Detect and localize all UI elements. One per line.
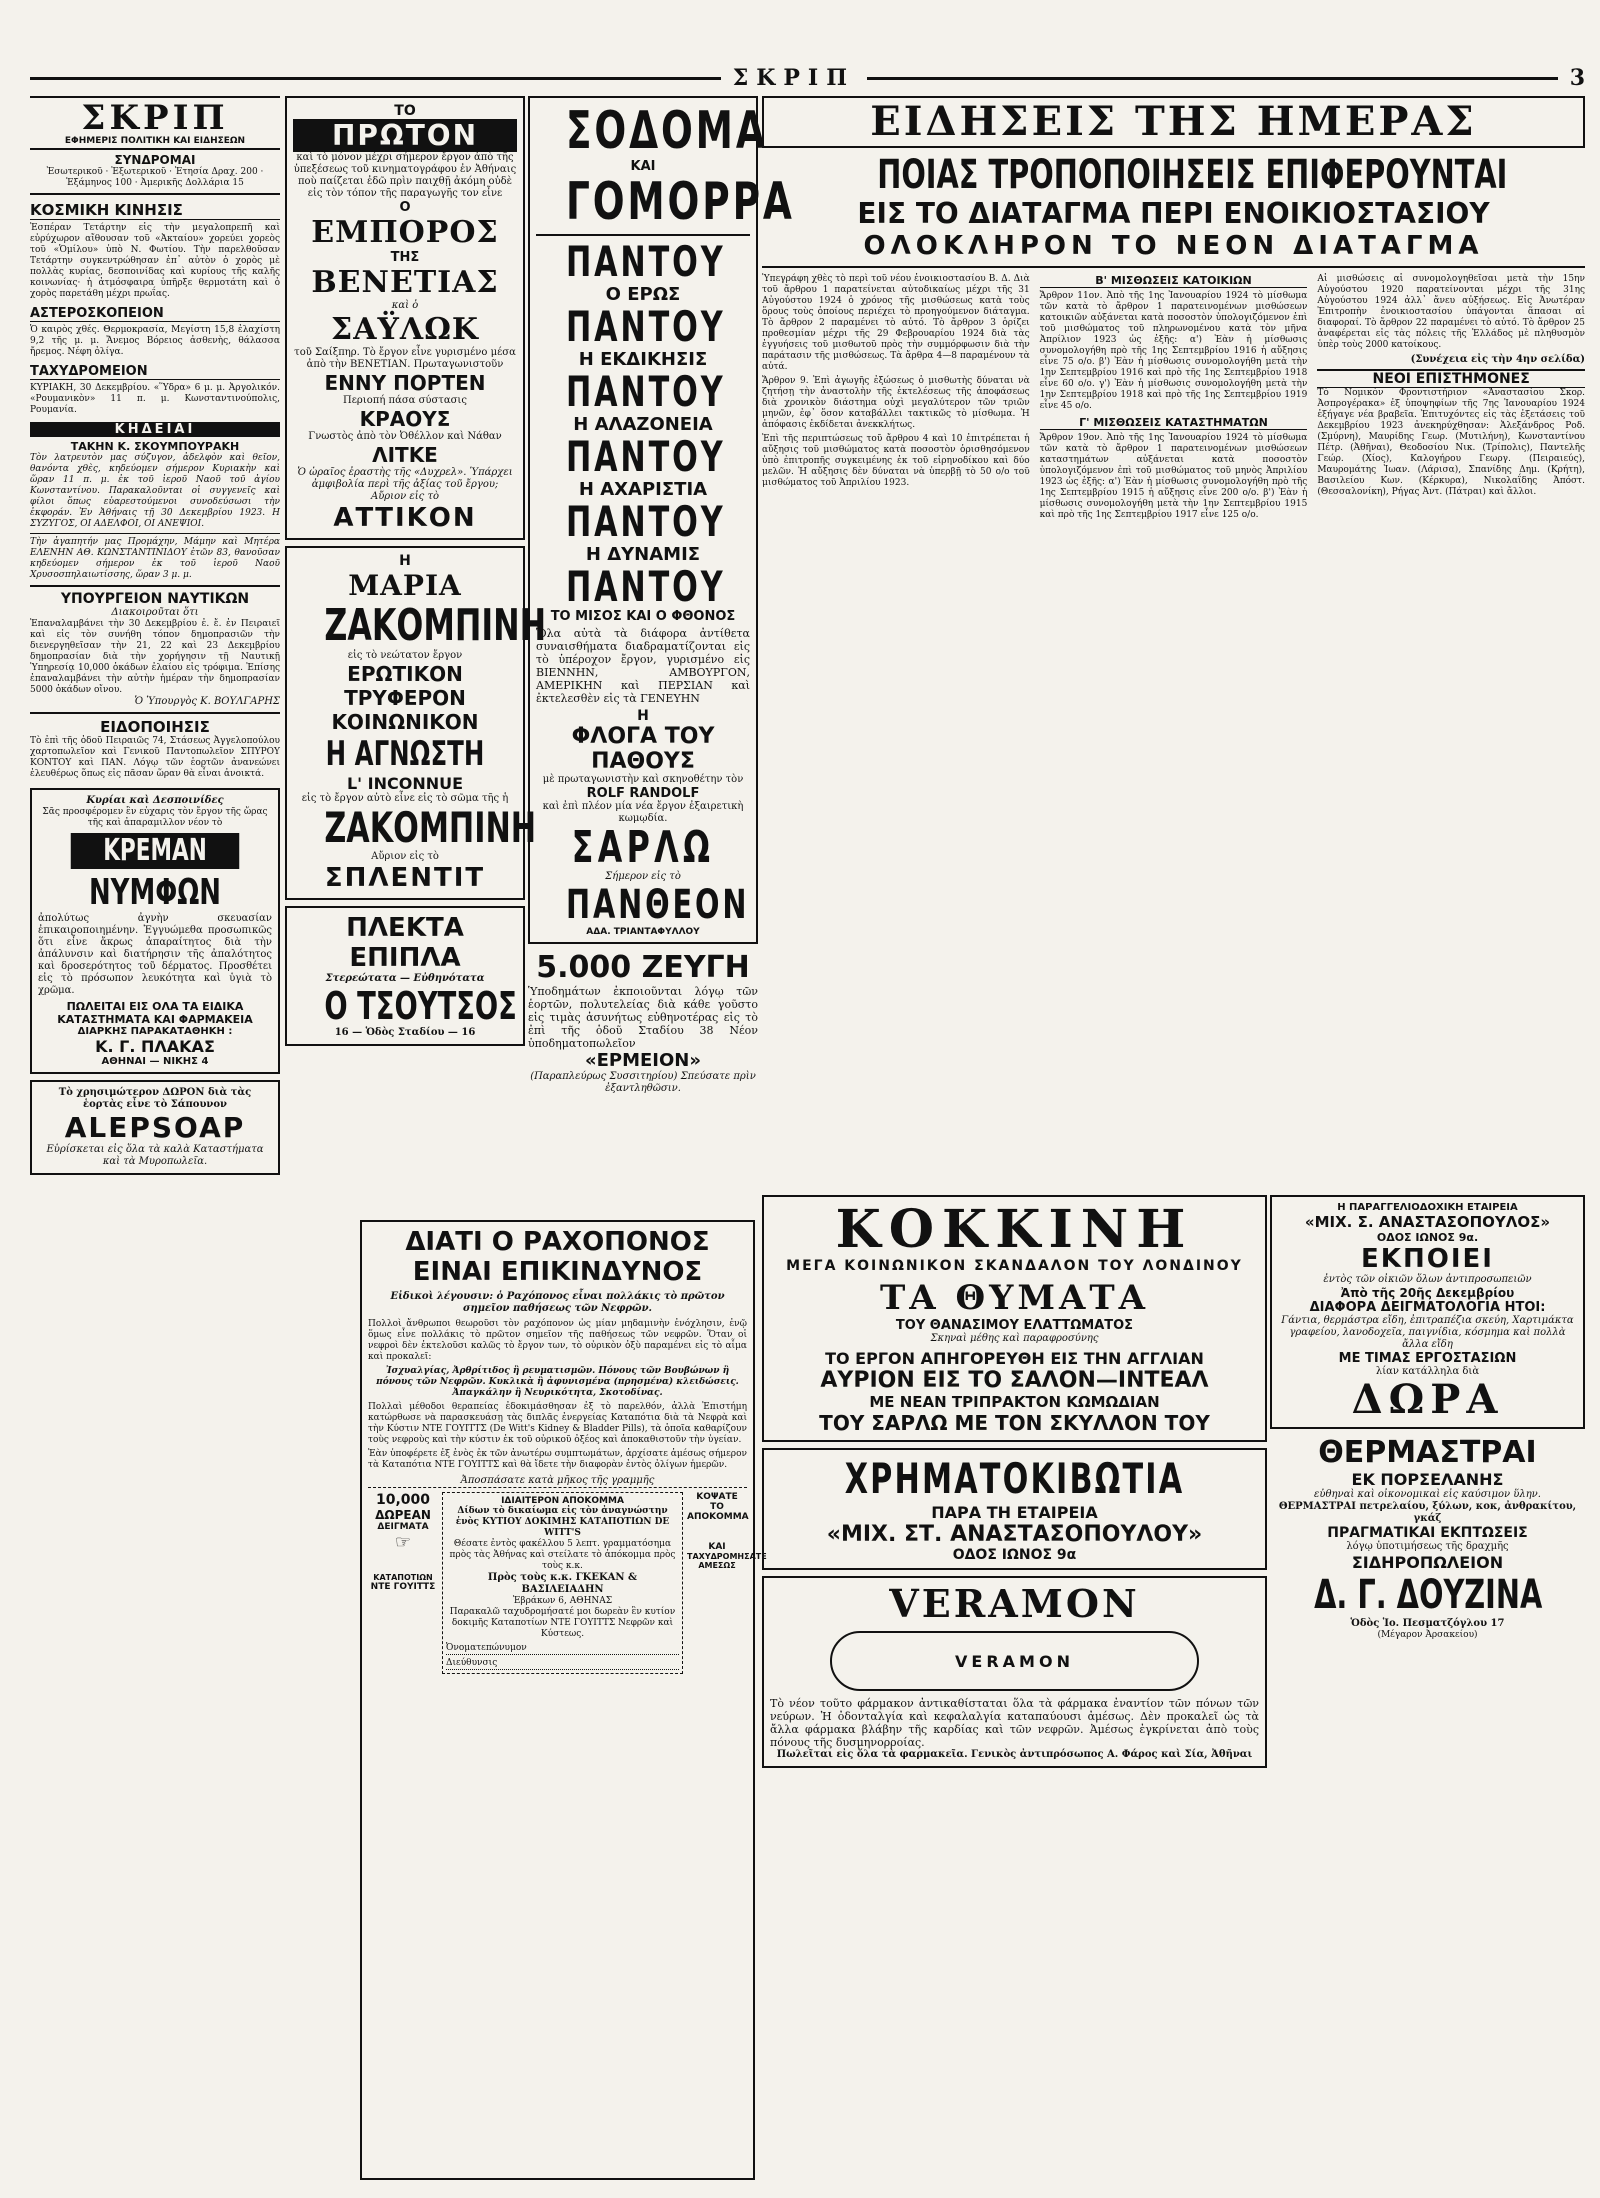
coupon-address: Ἑβράκων 6, ΑΘΗΝΑΣ [512,1596,613,1606]
agnosti-ad [285,546,547,900]
masthead-bar [30,60,1585,96]
backpain-title-2: ΕΙΝΑΙ ΕΠΙΚΙΝΔΥΝΟΣ [412,1257,703,1287]
article-text-6: Αἱ μισθώσεις αἱ συνομολογηθεῖσαι μετὰ τὴν 15ην Αὐγούστου 1920 παρατείνονται μέχρι τῆς 31ης Αὐγούστου 1924 ἀλλ᾽ ἄνευ αὐξήσεως. Εἰς Ἀνωτέραν Ἐπιτροπὴν ἐνοικιοστασίου ὑπάγονται ἅπασαι αἱ διαφοραί. Τὸ ἄρθρον 22 παραμένει τὸ αὐτό. Τὸ ἄρθρον 25 ἀναφέρεται εἰς τὰς πόλεις τῆς Ἑλλάδος μὲ πληθυσμὸν ὑπὲρ τοὺς 2000 κατοίκους. [1317,274,1586,350]
first-title: ΠΡΩΤΟΝ [293,119,517,152]
stove-subtitle: ΕΚ ΠΟΡΣΕΛΑΝΗΣ [1351,1470,1504,1489]
headline-3: ΟΛΟΚΛΗΡΟΝ ΤΟ ΝΕΟΝ ΔΙΑΤΑΓΜΑ [762,230,1585,268]
stove-text: εὐθηναὶ καὶ οἰκονομικαὶ εἰς καύσιμον ὕλην. [1314,1489,1541,1500]
actor1-text: Γνωστὸς ἀπὸ τὸν Ὀθέλλον καὶ Νάθαν [308,431,502,442]
pantou-1: ΠΑΝΤΟΥ [565,237,726,286]
notice-text: Τὸ ἐπὶ τῆς ὁδοῦ Πειραιῶς 74, Στάσεως Ἀγγελοπούλου χαρτοπωλεῖον καὶ Γενικοῦ Παντοπωλεῖον ΣΠΥΡΟΥ ΚΟΝΤΟΥ καὶ ΠΑΝ. Λόγῳ τῶν ἑορτῶν ἀνανεώνει ἐλευθέρως ὅπως εἰς πᾶσαν ὥραν θὰ εἶναι ἀνοικτά. [30,736,280,779]
navy-title: ΥΠΟΥΡΓΕΙΟΝ ΝΑΥΤΙΚΩΝ [60,591,250,607]
cream-top: Κυρίαι καὶ Δεσποινίδες [86,795,224,806]
shop-text: ἐντὸς τῶν οἰκιῶν ὅλων ἀντιπροσωπειῶν [1323,1274,1532,1285]
coupon-agent: Πρὸς τοὺς κ.κ. ΓΚΕΚΑΝ & ΒΑΣΙΛΕΙΑΔΗΝ [487,1572,638,1595]
soap-top: Τὸ χρησιμώτερον ΔΩΡΟΝ διὰ τὰς ἑορτὰς εἶνε τὸ Σάπουνον [58,1087,252,1110]
veramon-ad [762,1576,1267,1768]
paper-tagline: ΕΦΗΜΕΡΙΣ ΠΟΛΙΤΙΚΗ ΚΑΙ ΕΙΔΗΣΕΩΝ [64,136,246,146]
kokkini-charlot: ΤΟΥ ΣΑΡΛΩ ΜΕ ΤΟΝ ΣΚΥΛΛΟΝ ΤΟΥ [819,1411,1210,1435]
first-text: καὶ τὸ μόνον μέχρι σήμερον ἔργον ἀπὸ τῆς ὑπεξέσεως τοῦ κινηματογράφου ἐν Ἀθήναις ποὺ παίζεται ἐδῶ πρὶν παιχθῇ ἀκόμη οὐδὲ εἰς τὸν τόπον τῆς παραγωγῆς τον εἶνε [293,152,517,199]
zakompini-title: ΖΑΚΟΜΠΙΝΗ [324,600,547,651]
zakompini-text-2: εἰς τὸ ἔργον αὐτὸ εἶνε εἰς τὸ σῶμα τῆς ἡ [301,793,509,804]
first-intro: ΤΟ [394,103,416,119]
backpain-symptoms: Ἰσχυαλγίας, Ἀρθρίτιδος ἢ ρευματισμῶν. Πόνους τῶν Βουβώνων ἢ πόνους τῶν Νεφρῶν. Κυκλικὰ ἢ ἀφυνισμένα (πρησμένα) κλειδώσεις. Ἀπαγκάλην ἢ Νευρικότητα, Σκοτοδίνας. [376,1366,739,1398]
stove-address-2: (Μέγαρον Ἀρσακείου) [1377,1630,1478,1640]
subsection-shops: Γ' ΜΙΣΘΩΣΕΙΣ ΚΑΤΑΣΤΗΜΑΤΩΝ [1040,416,1308,430]
pantou-line-1: Ο ΕΡΩΣ [605,284,681,305]
masthead-rule-right [867,77,1558,80]
cream-text-2: ἀπολύτως ἀγνὴν σκευασίαν ἐπικαιροποιημένην. Ἐγγυώμεθα προσωπικῶς ὅτι εἶνε ἄκρως ἀπαραίτητος διὰ τὴν ἀπάλυνσιν καὶ διατήρησιν τῆς ἀπαλότητος καὶ δροσερότητος τοῦ δέρματος. Προσθέτει εἰς τὸ πρόσωπον λευκότητα καὶ ὑγιὰ τὸ χρῶμα. [38,913,272,996]
stove-address: Ὁδὸς Ἱο. Πεσματζόγλου 17 [1350,1618,1505,1629]
kokkini-ad [762,1195,1267,1442]
knit-address: 16 — Ὁδὸς Σταδίου — 16 [334,1027,476,1038]
kokkini-subtitle: ΜΕΓΑ ΚΟΙΝΩΝΙΚΟΝ ΣΚΑΝΔΑΛΟΝ ΤΟΥ ΛΟΝΔΙΝΟΥ [786,1258,1243,1274]
article-text-4: Ἄρθρον 11ον. Ἀπὸ τῆς 1ης Ἰανουαρίου 1924 τὸ μίσθωμα τῶν κατὰ τὸ ἄρθρον 1 παρατεινομένων μισθώσεων κατοικιῶν αὐξάνεται κατὰ ποσοστὸν ὑπολογιζόμενον ἐπὶ τοῦ μισθώματος τοῦ πληρωνομένου κατὰ τὸν μῆνα Ἀπρίλιον 1923 ὡς ἑξῆς: α') Ἐὰν ἡ μίσθωσις συνομολογήθη πρὸ τῆς 1ης Σεπτεμβρίου 1916 ἡ αὔξησις εἶνε 75 ο/ο. β') Ἐὰν ἡ μίσθωσις συνομολογήθη μετὰ τὴν 1ην Σεπτεμβρίου 1916 καὶ πρὸ τῆς 1ης Σεπτεμβρίου 1918 εἶνε 60 ο/ο. γ') Ἐὰν ἡ μίσθωσις συνομολογήθη μετὰ τὴν 1ην Σεπτεμβρίου 1918 καὶ πρὸ τῆς 1ης Σεπτεμβρίου 1919 εἶνε 45 ο/ο. [1039,291,1308,411]
column-1 [30,96,280,2186]
pantou-line-5: Η ΔΥΝΑΜΙΣ [585,544,701,565]
pantou-3: ΠΑΝΤΟΥ [565,367,726,416]
cream-ad [30,788,280,1074]
o-label: Ο [399,200,411,215]
cream-text: Σᾶς προσφέρομεν ἓν εὐχαρις τὸν ἔργον τῆς ὥρας τῆς καὶ ἀπαραμιλλον νέον τὸ [42,807,268,828]
navy-signature: Ὁ Ὑπουργὸς Κ. ΒΟΥΛΓΑΡΗΣ [134,696,280,707]
sodom-gomorrah-ad [528,96,795,944]
shop-items: Γάντια, θερμάστρα εἴδη, ἐπιτραπέζια σκεύη, Χαρτιμάκτα γραφείου, λανοδοχεῖα, παιγνίδια, κόσμημα καὶ πολλὰ ἄλλα εἴδη [1281,1315,1574,1350]
shop-text: (Παραπλεύρως Συσσιτηρίου) Σπεύσατε πρὶν ἐξαντληθῶσιν. [530,1071,756,1094]
gomorrah-title: ΓΟΜΟΡΡΑ [565,172,795,232]
shop-name: «ΕΡΜΕΙΟΝ» [584,1050,701,1071]
pairs-title: 5.000 ΖΕΥΓΗ [536,950,750,985]
free-qty: 10,000 [375,1492,431,1508]
sodom-desc: Ὅλα αὐτὰ τὰ διάφορα ἀντίθετα συναισθήματα διαδραματίζονται εἰς τὸ ὑπέροχον ἔργον, γυρισμένο εἰς ΒΙΕΝΝΗΝ, ΑΜΒΟΥΡΓΟΝ, ΑΜΕΡΙΚΗΝ καὶ ΠΕΡΣΙΑΝ καὶ ἐκτελεσθὲν εἰς τὰ ΓΕΝΕΥΗΝ [536,627,750,705]
funeral-text: Τὸν λατρευτὸν μας σύζυγον, ἀδελφὸν καὶ θεῖον, θανόντα χθὲς, κηδεύομεν σήμερον Κυριακὴν καὶ ὥραν 11 π. μ. ἐκ τοῦ ἱεροῦ Ναοῦ τοῦ ἁγίου Κωνσταντίνου. Παρακαλοῦνται οἱ συγγενεῖς καὶ φίλοι ὅπως εὐαρεστούμενοι συνοδεύσωσι τὴν ἐκφοράν. Ἐν Ἀθήναις τῇ 30 Δεκεμβρίου 1923. Η ΣΥΖΥΓΟΣ, ΟΙ ΑΔΕΛΦΟΙ, ΟΙ ΑΝΕΨΙΟΙ. [30,453,280,529]
cut-label-3: ΑΠΟΚΟΜΜΑ [687,1512,749,1522]
headline-2: ΕΙΣ ΤΟ ΔΙΑΤΑΓΜΑ ΠΕΡΙ ΕΝΟΙΚΙΟΣΤΑΣΙΟΥ [857,197,1490,230]
masthead-title: ΣΚΡΙΠ [732,65,855,91]
subsection-dwellings: Β' ΜΙΣΘΩΣΕΙΣ ΚΑΤΟΙΚΙΩΝ [1040,274,1308,288]
pantou-2: ΠΑΝΤΟΥ [565,302,726,351]
free-samples [368,1492,438,1674]
backpain-body-2: Πολλαὶ μέθοδοι θεραπείας ἐδοκιμάσθησαν ἐξ τὸ παρελθόν, ἀλλὰ Ἐπιστήμη κατώρθωσε νὰ παρασκευάσῃ τὰς διπλᾶς ἐνεργείας Καταπότια διὰ τὰ Νεφρὰ καὶ τὴν Κύστιν ΝΤΕ ΓΟΥΙΤΤΣ (De Witt's Kidney & Bladder Pills), τὰ ὁποῖα καθαρίζουν τοὺς νεφροὺς καὶ τὴν κύστιν ἐκ τοῦ οὐρικοῦ ὀξέος καὶ ἀποκαθιστοῦν τὴν ὑγείαν. [368,1402,747,1445]
cream-name-1: ΚΡΕΜΑΝ [71,833,239,869]
stove-name: Δ. Γ. ΔΟΥΖΙΝΑ [1314,1572,1543,1618]
pairs-text: Ὑποδημάτων ἐκποιοῦνται λόγῳ τῶν ἑορτῶν, πολυτελείας διὰ κάθε γοῦστο εἰς τιμὰς ἀσυνήτως εὐθηνοτέρας εἰς τὸ ἐπὶ τῆς ὁδοῦ Σταδίου 38 Νέον ὑποδηματοπωλεῖον [528,985,758,1050]
shop-sell: ΕΚΠΟΙΕΙ [1361,1244,1494,1274]
coupon-text: Δίδων τὸ δικαίωμα εἰς τὸν ἀναγνώστην ἑνὸς ΚΥΤΙΟΥ ΔΟΚΙΜΗΣ ΚΑΤΑΠΟΤΙΩΝ DE WITT'S [455,1506,670,1538]
kokkini-title: ΚΟΚΚΙΝΗ [835,1199,1194,1260]
h-label: Η [399,553,411,569]
zakompini-text: εἰς τὸ νεώτατον ἔργον [347,650,463,661]
divider [30,193,280,195]
continue-note: (Συνέχεια εἰς τὴν 4ην σελίδα) [1410,354,1586,365]
cream-name-2: ΝΥΜΦΩΝ [88,872,222,913]
post-title: ΤΑΧΥΔΡΟΜΕΙΟΝ [30,364,280,380]
free-sub: ΔΕΙΓΜΑΤΑ [377,1522,429,1532]
navy-subtitle: Διακοιροῦται ὅτι [111,607,199,618]
pantou-4: ΠΑΝΤΟΥ [565,432,726,481]
star-text: μὲ πρωταγωνιστὴν καὶ σκηνοθέτην τὸν [542,774,744,785]
shop-name: «ΜΙΧ. Σ. ΑΝΑΣΤΑΣΟΠΟΥΛΟΣ» [1304,1213,1551,1231]
shylock-text: τοῦ Σαίξπηρ. Τὸ ἔργον εἶνε γυρισμένο μέσα ἀπὸ τὴν ΒΕΝΕΤΙΑΝ. Πρωταγωνιστοῦν [294,347,516,370]
divider [30,585,280,587]
observatory-title: ΑΣΤΕΡΟΣΚΟΠΕΙΟΝ [30,306,280,322]
actress-name: ΕΝΝΥ ΠΟΡΤΕΝ [324,371,486,395]
free-word: ΔΩΡΕΑΝ [375,1508,431,1522]
pantou-line-4: Η ΑΧΑΡΙΣΤΙΑ [578,479,708,500]
shop-head: Η ΠΑΡΑΓΓΕΛΙΟΔΟΧΙΚΗ ΕΤΑΙΡΕΙΑ [1337,1202,1518,1213]
and-label: καὶ ὁ [391,300,419,311]
veramon-sell: Πωλεῖται εἰς ὅλα τὰ φαρμακεῖα. Γενικὸς ἀντιπρόσωπος Α. Φάρος καὶ Σία, Ἀθῆναι [776,1749,1253,1760]
veramon-text: Τὸ νέον τοῦτο φάρμακον ἀντικαθίσταται ὅλα τὰ φάρμακα ἐναντίον τῶν πόνων τῶν νεύρων. Ἡ ὀδονταλγία καὶ κεφαλαλγία καταπαύουσι ἀμέσως. Δὲν προκαλεῖ ὡς τὰ ἄλλα φάρμακα βλάβην τῆς καρδίας καὶ τῶν νεφρῶν. Ἀμέσως ἐγκρίνεται ἀπὸ τοὺς πόνους τῆς δυσμηνορροίας. [770,1697,1259,1749]
masthead-rule-left [30,77,721,80]
column-3 [528,96,795,1206]
star-name: ROLF RANDOLF [586,786,700,801]
actor2-name: ΛΙΤΚΕ [372,443,438,467]
article-columns [762,274,1585,521]
kokkini-vice: ΤΟΥ ΘΑΝΑΣΙΜΟΥ ΕΛΑΤΤΩΜΑΤΟΣ [895,1318,1134,1333]
backpain-box [360,1220,767,2180]
post-text: ΚΥΡΙΑΚΗ, 30 Δεκεμβρίου. «Ὕδρα» 6 μ. μ. Ἀργολικόν. «Ρουμανικὸν» 11 π. μ. Κωνσταντινούπολις, Ρουμανία. [30,383,280,415]
knit-name: Ο ΤΣΟΥΤΣΟΣ [324,984,517,1028]
venice-title: ΒΕΝΕΤΙΑΣ [311,265,499,300]
pill-name: ΚΑΤΑΠΟΤΙΩΝ [373,1573,433,1582]
coupon-field-address[interactable]: Διεύθυνσις [446,1658,679,1670]
shoes-ad [528,950,758,1095]
article-text-2: Ἄρθρον 9. Ἐπὶ ἀγωγῆς ἐξώσεως ὁ μισθωτὴς δύναται νὰ ζητήσῃ τὴν ἀναστολὴν τῆς ἐκτελέσεως τῆς ἀποφάσεως διὰ χρονικὸν διάστημα οὐχὶ μεγαλύτερον τῶν τριῶν μηνῶν, ἐφ᾽ ὅσον καταβάλλει τακτικῶς τὸ μίσθωμα. Ἡ ἀπόφασις ἐκδίδεται ἀνεκκλήτως. [762,376,1030,430]
kokkini-victims: ΤΑ ΘΥΜΑΤΑ [879,1278,1150,1318]
coupon-field-name[interactable]: Ὀνοματεπώνυμον [446,1643,679,1655]
divider [536,234,750,236]
stoves-ad [1270,1435,1585,1641]
koinonikon-label: ΚΟΙΝΩΝΙΚΟΝ [331,710,479,734]
veramon-tablet-label: VERAMON [955,1651,1074,1671]
pantou-6: ΠΑΝΤΟΥ [565,562,726,611]
cream-sell: ΠΩΛΕΙΤΑΙ ΕΙΣ ΟΛΑ ΤΑ ΕΙΔΙΚΑ ΚΑΤΑΣΤΗΜΑΤΑ ΚΑΙ ΦΑΡΜΑΚΕΙΑ [57,1000,253,1026]
funerals-title: ΚΗΔΕΙΑΙ [30,422,280,437]
soap-bottom: Εὑρίσκεται εἰς ὅλα τὰ καλὰ Καταστήματα καὶ τὰ Μυροπωλεῖα. [46,1144,264,1167]
cream-deposit-name: Κ. Γ. ΠΛΑΚΑΣ [95,1037,215,1056]
safes-name: «ΜΙΧ. ΣΤ. ΑΝΑΣΤΑΣΟΠΟΥΛΟΥ» [826,1522,1203,1547]
soap-name: ALEPSOAP [64,1111,246,1144]
subscriptions-text: Ἐσωτερικοῦ · Ἐξωτερικοῦ · Ἐτησία Δραχ. 200 · Ἑξάμηνος 100 · Ἀμερικῆς Δολλάρια 15 [46,167,264,188]
of-label: ΤΗΣ [390,250,420,265]
page-number: 3 [1569,65,1586,91]
notice-title: ΕΙΔΟΠΟΙΗΣΙΣ [100,718,210,736]
subscriptions-title: ΣΥΝΔΡΟΜΑΙ [114,153,196,167]
pill-brand: ΝΤΕ ΓΟΥΙΤΤΣ [370,1582,436,1592]
today-label: Σήμερον εἰς τὸ [605,871,681,882]
funeral-text-2: Τὴν ἀγαπητήν μας Προμάχην, Μάμην καὶ Μητέρα ΕΛΕΝΗΝ ΑΘ. ΚΩΝΣΤΑΝΤΙΝΙΔΟΥ ἐτῶν 83, θανοῦσαν κηδεύομεν σήμερον ἐκ τοῦ ἱεροῦ Ναοῦ Χρυσοσπηλαιωτίσσης, ὥραν 3 μ. μ. [30,537,280,580]
article-col-2 [1040,274,1308,521]
column-4-lower [762,1195,1267,2180]
cream-deposit: ΔΙΑΡΚΗΣ ΠΑΡΑΚΑΤΑΘΗΚΗ : [77,1026,233,1037]
kokkini-scenes: Σκηναὶ μέθης καὶ παραφροσύνης [930,1333,1099,1344]
backpain-body-3: Ἐὰν ὑποφέρετε ἐξ ἑνὸς ἐκ τῶν ἀνωτέρω συμπτωμάτων, ἀρχίσατε ἀμέσως σήμερον τὰ Καταπότια ΝΤΕ ΓΟΥΙΤΤΣ καὶ θὰ ἴδετε τὴν διαφορὰν ἐντὸς ὀλίγων ἡμερῶν. [368,1449,747,1470]
funeral-name: ΤΑΚΗΝ Κ. ΣΚΟΥΜΠΟΥΡΑΚΗ [70,440,240,453]
section-header [762,96,1585,148]
kokkini-banned: ΤΟ ΕΡΓΟΝ ΑΠΗΓΟΡΕΥΘΗ ΕΙΣ ΤΗΝ ΑΓΓΛΙΑΝ [825,1349,1204,1368]
shop-date: Ἀπὸ τῆς 20ῆς Δεκεμβρίου [1340,1286,1515,1300]
soap-ad [30,1080,280,1175]
stove-text-3: λόγῳ ὑποτιμήσεως τῆς δραχμῆς [1346,1541,1509,1552]
pantheon-address: ΑΔΑ. ΤΡΙΑΝΤΑΦΥΛΛΟΥ [586,927,700,937]
cream-deposit-address: ΑΘΗΝΑΙ — ΝΙΚΗΣ 4 [101,1056,209,1067]
students-text: Τὸ Νομικὸν Φροντιστήριον «Ἀναστασίου Σκορ. Ἀσπρογέρακα» ἐξ ὑποψηφίων τῆς 7ης Ἰανουαρίου 1924 ἐξήγαγε νέα βραβεῖα. Ἐπιτυχόντες εἰς τὰς ἐξετάσεις τοῦ Δεκεμβρίου 1923 ἀνεκηρύχθησαν: Ἀλεξάνδρος Ροδ. (Σμύρνη), Μαυρίδης Γεωρ. (Μυτιλήνη), Κωνσταντίνου Πέτρ. (Ἀθῆναι), Θεοδοσίου Νικ. (Τρίπολις), Παντελῆς Γεώρ. (Χίος), Καλογήρου Γεωργ. (Πειραιεύς), Μαυρομάτης Ἰωαν. (Λάρισα), Σπανίδης Δημ. (Κρήτη), Βασιλείου Κων. (Κέρκυρα), Νικολαΐδης Ἀπόστ. (Θεσσαλονίκη), Ρήγας Ἀντ. (Πάτραι) καὶ ἄλλοι. [1317,388,1586,497]
social-title: ΚΟΣΜΙΚΗ ΚΙΝΗΣΙΣ [30,201,280,220]
section-title: ΕΙΔΗΣΕΙΣ ΤΗΣ ΗΜΕΡΑΣ [870,98,1477,145]
observatory-text: Ὁ καιρὸς χθές. Θερμοκρασία, Μεγίστη 15,8 ἐλαχίστη 9,2 τῆς μ. μ. Ἄνεμος Βόρειος ἀσθενὴς, θάλασσα ἤρεμος. Νέφη ὀλίγα. [30,325,280,357]
sodom-title: ΣΟΔΟΜΑ [565,101,768,161]
pantou-line-3: Η ΑΛΑΖΟΝΕΙΑ [573,414,713,435]
column-4-news [762,96,1585,1206]
anastasopoulos-ad [1270,1195,1585,1429]
star-text-2: καὶ ἐπὶ πλέον μία νέα ἔργον ἐξαιρετικὴ κωμῳδία. [542,801,744,824]
shylock-title: ΣΑΫΛΩΚ [331,312,479,347]
kokkini-comedy: ΜΕ ΝΕΑΝ ΤΡΙΠΡΑΚΤΟΝ ΚΩΜΩΔΙΑΝ [869,1393,1160,1411]
headline-1: ΠΟΙΑΣ ΤΡΟΠΟΠΟΙΗΣΕΙΣ ΕΠΙΦΕΡΟΥΝΤΑΙ [877,152,1508,198]
article-col-1 [762,274,1030,521]
kokkini-tomorrow: ΑΥΡΙΟΝ ΕΙΣ ΤΟ ΣΑΛΟΝ—ΙΝΤΕΑΛ [820,1368,1209,1393]
cut-note: Ἀποσπάσατε κατὰ μῆκος τῆς γραμμῆς [368,1475,747,1488]
column-5 [1270,1195,1585,2180]
article-text-5: Ἄρθρον 19ον. Ἀπὸ τῆς 1ης Ἰανουαρίου 1924 τὸ μίσθωμα τῶν κατὰ τὸ ἄρθρον 1 παρατεινομένων μισθώσεων καταστημάτων αὐξάνεται κατὰ ποσοστὸν ὑπολογιζόμενον ἐπὶ τοῦ μισθώματος τοῦ μηνὸς Ἀπριλίου 1923 ὡς ἑξῆς: α') Ἐὰν ἡ μίσθωσις συνομολογήθη πρὸ τῆς 1ης Σεπτεμβρίου 1915 ἡ αὔξησις εἶνε 200 ο/ο. β') Ἐὰν ἡ μίσθωσις συνομολογήθη μετὰ τὴν 1ην Σεπτεμβρίου 1915 καὶ πρὸ τῆς 1ης Σεπτεμβρίου 1917 εἶνε 125 ο/ο. [1039,433,1308,520]
pantou-line-2: Η ΕΚΔΙΚΗΣΙΣ [578,349,708,370]
agnosti-title: Η ΑΓΝΩΣΤΗ [325,734,485,774]
backpain-ad [360,1220,767,2180]
paper-logo-block [30,96,280,150]
shop-price: ΜΕ ΤΙΜΑΣ ΕΡΓΟΣΤΑΣΙΩΝ [1338,1351,1517,1366]
veramon-tablet-image [830,1631,1199,1691]
cinema-attikon: ΑΤΤΙΚΟΝ [333,503,477,533]
stove-text-2: ΘΕΡΜΑΣΤΡΑΙ πετρελαίου, ξύλων, κοκ, ἀνθρακίτου, γκάζ [1278,1501,1577,1524]
stove-store: ΣΙΔΗΡΟΠΩΛΕΙΟΝ [1351,1553,1504,1572]
coupon-head: ΙΔΙΑΙΤΕΡΟΝ ΑΠΟΚΟΜΜΑ [501,1496,624,1506]
safes-subtitle: ΠΑΡΑ ΤΗ ΕΤΑΙΡΕΙΑ [931,1503,1098,1522]
flame-title: ΦΛΟΓΑ ΤΟΥ ΠΑΘΟΥΣ [571,724,715,774]
cut-label-1: ΚΟΨΑΤΕ [696,1492,738,1502]
erotikon-label: ΕΡΩΤΙΚΟΝ [347,662,463,686]
stove-title: ΘΕΡΜΑΣΤΡΑΙ [1318,1435,1537,1470]
article-col-3 [1317,274,1585,521]
knit-furniture-ad [285,906,525,1046]
divider [30,712,280,714]
actor2-text: Ὁ ὡραῖος ἐραστὴς τῆς «Δυχρελ». Ὑπάρχει ἀμφιβολία περὶ τῆς ἀξίας τοῦ ἔργου; Αὔριον εἰς τὸ [297,467,513,502]
h-label: Η [637,708,649,724]
hate-line: ΤΟ ΜΙΣΟΣ ΚΑΙ Ο ΦΘΟΝΟΣ [550,609,736,624]
coupon-text-3: Παρακαλῶ ταχυδρομήσατέ μοι δωρεὰν ἓν κυτίον δοκιμῆς Καταποτίων ΝΤΕ ΓΟΥΙΤΤΣ Νεφρῶν καὶ Κύστεως. [449,1607,676,1639]
cut-label-2: ΤΟ [710,1502,724,1512]
actor-text: Περιοπή πάσα σύστασις [343,395,467,406]
knit-title: ΠΛΕΚΤΑ ΕΠΙΠΛΑ [346,913,464,973]
pantou-5: ΠΑΝΤΟΥ [565,497,726,546]
backpain-subtitle: Εἰδικοὶ λέγουσιν: ὁ Ραχόπονος εἶναι πολλάκις τὸ πρῶτον σημεῖον παθήσεως τῶν Νεφρῶν. [390,1291,725,1314]
merchant-title: ΕΜΠΟΡΟΣ [311,215,499,250]
article-text-3: Ἐπὶ τῆς περιπτώσεως τοῦ ἄρθρου 4 καὶ 10 ἐπιτρέπεται ἡ αὔξησις τοῦ μισθώματος κατὰ ποσοστὸν ὁρισθησόμενον ὑπὸ ἐπιτροπῆς συγκειμένης ἐκ τοῦ εἰρηνοδίκου καὶ δύο μελῶν. Ἡ αὔξησις δὲν δύναται νὰ ὑπερβῇ τὸ 50 ο/ο τοῦ μισθώματος τοῦ Ἀπριλίου 1923. [762,434,1030,488]
coupon-text-2: Θέσατε ἐντὸς φακέλλου 5 λεπτ. γραμματόσημα πρὸς τὰς Ἀθήνας καὶ στείλατε τὸ ἀπόκομμα πρὸς τοὺς κ.κ. [449,1539,676,1571]
cut-label-5: ΤΑΧΥΔΡΟΜΗΣΑΤΕ ΑΜΕΣΩΣ [687,1552,767,1570]
merchant-venice-ad [285,96,525,540]
pointing-hand-icon: ☞ [394,1532,412,1553]
trifero-label: ΤΡΥΦΕΡΟΝ [344,686,466,710]
navy-text: Ἐπαναλαμβάνει τὴν 30 Δεκεμβρίου ἐ. ἔ. ἐν Πειραιεῖ καὶ εἰς τὸν συνήθη τόπον δημοπρασιῶν τὴν διενεργηθεῖσαν τὴν 21, 22 καὶ 23 Δεκεμβρίου δημοπρασίαν διὰ τὴν χορήγησιν τῇ Ναυτικῇ Ὑπηρεσίᾳ 10,000 ὀκάδων ἐλαίου εἰς τρόφιμα. Ἐπίσης ἐπαναλαμβάνει τὴν αὐτὴν ἡμέραν τὴν δημοπρασίαν 5000 ὀκάδων οἴνου. [30,619,280,695]
zakompini-title-2: ΖΑΚΟΜΠΙΝΗ [324,803,537,852]
cut-label-4: ΚΑΙ [708,1542,726,1552]
and-label: ΚΑΙ [630,159,656,174]
knit-subtitle: Στερεώτατα — Εὐθηνότατα [325,973,485,984]
backpain-title-1: ΔΙΑΤΙ Ο ΡΑΧΟΠΟΝΟΣ [405,1227,710,1257]
safes-address: ΟΔΟΣ ΙΩΝΟΣ 9α [952,1547,1077,1563]
inconnue-title: L' INCONNUE [346,774,464,793]
zakompini-text-3: Αὔριον εἰς τὸ [371,851,439,862]
shop-gift: λίαν κατάλληλα διὰ [1375,1366,1480,1377]
coupon[interactable] [442,1492,683,1674]
shop-samples: ΔΙΑΦΟΡΑ ΔΕΙΓΜΑΤΟΛΟΓΙΑ ΗΤΟΙ: [1309,1300,1546,1315]
veramon-title: VERAMON [889,1581,1140,1626]
actor1-name: ΚΡΑΟΥΣ [359,407,451,431]
maria-title: ΜΑΡΙΑ [348,569,462,602]
divider [30,533,280,534]
pantheon-title: ΠΑΝΘΕΟΝ [565,882,750,928]
safes-title: ΧΡΗΜΑΤΟΚΙΒΩΤΙΑ [844,1454,1185,1503]
paper-logo: ΣΚΡΙΠ [81,98,229,138]
cinema-splendid: ΣΠΛΕΝΤΙΤ [324,863,486,893]
stove-deal: ΠΡΑΓΜΑΤΙΚΑΙ ΕΚΠΤΩΣΕΙΣ [1327,1525,1528,1541]
shop-address: ΟΔΟΣ ΙΩΝΟΣ 9α. [1376,1231,1479,1244]
shop-gift-2: ΔΩΡΑ [1351,1376,1504,1423]
safes-ad [762,1448,1267,1570]
article-text-1: Ὑπεγράφη χθὲς τὸ περὶ τοῦ νέου ἐνοικιοστασίου Β. Δ. Διὰ τοῦ ἄρθρου 1 παρατείνεται αὐτοδικαίως μέχρι τῆς 31 Αὐγούστου 1924 ὁ χρόνος τῆς μισθώσεως κατὰ τοὺς ὅρους τοὺς ὁποίους περιέχει τὸ προηγούμενον διάταγμα. Τὸ ἄρθρον 2 παραμένει τὸ αὐτό. Τὸ ἄρθρον 3 ὁρίζει προθεσμίαν μέχρι τῆς 29 Φεβρουαρίου 1924 διὰ τὰς ἐγγυήσεις τοῦ μισθωτοῦ πρὸς τὴν συμμόρφωσιν διὰ τὴν παράτασιν τῆς μισθώσεως. Τὰ ἄρθρα 4—8 παραμένουν τὰ αὐτά. [762,274,1030,372]
backpain-body-1: Πολλοὶ ἄνθρωποι θεωροῦσι τὸν ραχόπονον ὡς μίαν μηδαμινὴν ἐνόχλησιν, ἐνῷ ὅμως εἶνε πολλάκις τὸ πρῶτον σημεῖον τῆς παθήσεως τῶν νεφρῶν. Ὅταν οἱ νεφροὶ δὲν ἐκτελοῦσι καλῶς τὸ ἔργον των, τὸ οὐρικὸν ὀξὺ παραμένει εἰς τὸ αἷμα καὶ προκαλεῖ: [368,1319,747,1362]
social-text: Ἐσπέραν Τετάρτην εἰς τὴν μεγαλοπρεπῆ καὶ εὐρύχωρον αἴθουσαν τοῦ «Ἀκταίου» χορεύει χορεὸς τοῦ «Ὁμίλου» ὑπὸ Ν. Φωτίου. Τὴν παρελθοῦσαν Τετάρτην συγκεντρώθησαν ἐπ᾽ αὐτὸν ὁ χορὸς μὲ πολλὰς κυρίας, δεσποινίδας καὶ κυρίους τῆς καλῆς κοινωνίας· ἡ ἀτμόσφαιρα ὑπῆρξε θερμοτάτη καὶ ὁ χορὸς παρετάθη μέχρι πρωΐας. [30,223,280,299]
cut-instructions [687,1492,767,1674]
charlot-title: ΣΑΡΛΩ [571,822,715,873]
coupon-row [368,1492,767,1674]
students-title: ΝΕΟΙ ΕΠΙΣΤΗΜΟΝΕΣ [1317,369,1585,388]
